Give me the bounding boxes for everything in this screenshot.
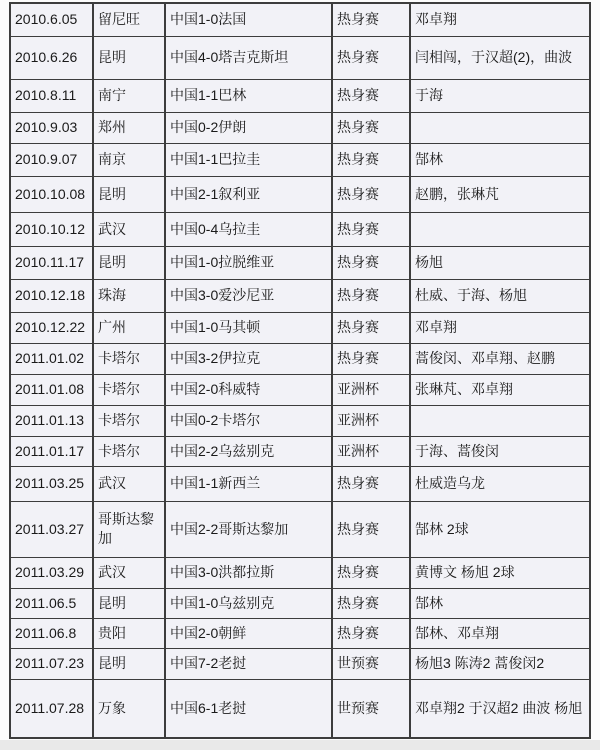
cell-competition: 热身赛 xyxy=(332,3,410,36)
cell-scorers: 赵鹏，张琳芃 xyxy=(410,176,590,212)
cell-result: 中国3-2伊拉克 xyxy=(165,343,332,374)
cell-competition: 热身赛 xyxy=(332,312,410,343)
cell-result: 中国0-2伊朗 xyxy=(165,112,332,143)
cell-result: 中国1-0法国 xyxy=(165,3,332,36)
cell-scorers: 于海、蒿俊闵 xyxy=(410,436,590,466)
table-row xyxy=(10,246,590,279)
cell-city: 昆明 xyxy=(93,176,165,212)
cell-city: 广州 xyxy=(93,312,165,343)
cell-city: 武汉 xyxy=(93,557,165,588)
cell-date: 2011.07.28 xyxy=(10,679,93,738)
cell-competition: 热身赛 xyxy=(332,143,410,176)
cell-result: 中国1-1新西兰 xyxy=(165,466,332,501)
cell-scorers: 杜威造乌龙 xyxy=(410,466,590,501)
cell-city: 武汉 xyxy=(93,466,165,501)
cell-result: 中国3-0洪都拉斯 xyxy=(165,557,332,588)
cell-city: 贵阳 xyxy=(93,618,165,648)
cell-scorers: 郜林 2球 xyxy=(410,501,590,557)
cell-scorers xyxy=(410,212,590,246)
table-row xyxy=(10,436,590,466)
cell-city: 卡塔尔 xyxy=(93,374,165,405)
table-row xyxy=(10,501,590,557)
table-row xyxy=(10,618,590,648)
table-row xyxy=(10,588,590,618)
cell-date: 2011.03.25 xyxy=(10,466,93,501)
cell-result: 中国1-0拉脱维亚 xyxy=(165,246,332,279)
cell-result: 中国1-0马其顿 xyxy=(165,312,332,343)
cell-city: 卡塔尔 xyxy=(93,343,165,374)
cell-city: 卡塔尔 xyxy=(93,405,165,436)
table-row xyxy=(10,279,590,312)
cell-date: 2010.9.03 xyxy=(10,112,93,143)
cell-competition: 亚洲杯 xyxy=(332,436,410,466)
cell-scorers: 杜威、于海、杨旭 xyxy=(410,279,590,312)
cell-result: 中国2-1叙利亚 xyxy=(165,176,332,212)
cell-competition: 世预赛 xyxy=(332,679,410,738)
cell-city: 昆明 xyxy=(93,36,165,79)
cell-result: 中国0-2卡塔尔 xyxy=(165,405,332,436)
table-row xyxy=(10,36,590,79)
cell-scorers: 蒿俊闵、邓卓翔、赵鹏 xyxy=(410,343,590,374)
table-row xyxy=(10,212,590,246)
cell-scorers: 黄博文 杨旭 2球 xyxy=(410,557,590,588)
cell-city: 珠海 xyxy=(93,279,165,312)
cell-date: 2010.12.22 xyxy=(10,312,93,343)
cell-result: 中国6-1老挝 xyxy=(165,679,332,738)
table-row xyxy=(10,557,590,588)
cell-competition: 热身赛 xyxy=(332,466,410,501)
cell-scorers: 于海 xyxy=(410,79,590,112)
cell-competition: 热身赛 xyxy=(332,501,410,557)
cell-result: 中国2-0科威特 xyxy=(165,374,332,405)
cell-scorers xyxy=(410,112,590,143)
cell-competition: 热身赛 xyxy=(332,618,410,648)
cell-scorers: 郜林 xyxy=(410,143,590,176)
cell-competition: 热身赛 xyxy=(332,557,410,588)
cell-competition: 热身赛 xyxy=(332,112,410,143)
cell-result: 中国4-0塔吉克斯坦 xyxy=(165,36,332,79)
cell-scorers: 郜林 xyxy=(410,588,590,618)
cell-city: 昆明 xyxy=(93,648,165,679)
cell-date: 2010.6.05 xyxy=(10,3,93,36)
cell-city: 南京 xyxy=(93,143,165,176)
cell-city: 昆明 xyxy=(93,588,165,618)
cell-scorers: 张琳芃、邓卓翔 xyxy=(410,374,590,405)
cell-result: 中国1-0乌兹别克 xyxy=(165,588,332,618)
cell-competition: 热身赛 xyxy=(332,343,410,374)
table-row xyxy=(10,176,590,212)
cell-competition: 热身赛 xyxy=(332,279,410,312)
cell-city: 南宁 xyxy=(93,79,165,112)
cell-result: 中国2-2哥斯达黎加 xyxy=(165,501,332,557)
match-results-body xyxy=(10,3,590,738)
cell-scorers: 闫相闯，于汉超(2)，曲波 xyxy=(410,36,590,79)
table-row xyxy=(10,374,590,405)
cell-competition: 热身赛 xyxy=(332,176,410,212)
cell-city: 郑州 xyxy=(93,112,165,143)
match-results-table xyxy=(9,2,591,739)
cell-city: 留尼旺 xyxy=(93,3,165,36)
cell-date: 2010.6.26 xyxy=(10,36,93,79)
cell-city: 哥斯达黎加 xyxy=(93,501,165,557)
cell-competition: 热身赛 xyxy=(332,212,410,246)
cell-competition: 热身赛 xyxy=(332,79,410,112)
cell-scorers: 郜林、邓卓翔 xyxy=(410,618,590,648)
table-row xyxy=(10,79,590,112)
cell-date: 2011.03.27 xyxy=(10,501,93,557)
table-row xyxy=(10,466,590,501)
cell-competition: 热身赛 xyxy=(332,36,410,79)
cell-date: 2011.01.08 xyxy=(10,374,93,405)
table-row xyxy=(10,143,590,176)
cell-date: 2011.01.13 xyxy=(10,405,93,436)
cell-scorers: 杨旭3 陈涛2 蒿俊闵2 xyxy=(410,648,590,679)
cell-result: 中国2-0朝鲜 xyxy=(165,618,332,648)
cell-result: 中国2-2乌兹别克 xyxy=(165,436,332,466)
cell-date: 2010.10.12 xyxy=(10,212,93,246)
cell-result: 中国7-2老挝 xyxy=(165,648,332,679)
cell-date: 2010.10.08 xyxy=(10,176,93,212)
cell-scorers: 邓卓翔2 于汉超2 曲波 杨旭 xyxy=(410,679,590,738)
cell-date: 2011.03.29 xyxy=(10,557,93,588)
cell-result: 中国3-0爱沙尼亚 xyxy=(165,279,332,312)
cell-date: 2011.01.17 xyxy=(10,436,93,466)
cell-date: 2011.01.02 xyxy=(10,343,93,374)
cell-date: 2010.8.11 xyxy=(10,79,93,112)
page-bottom-strip xyxy=(0,740,600,750)
cell-date: 2011.06.8 xyxy=(10,618,93,648)
cell-competition: 亚洲杯 xyxy=(332,374,410,405)
cell-result: 中国0-4乌拉圭 xyxy=(165,212,332,246)
table-row xyxy=(10,3,590,36)
cell-city: 武汉 xyxy=(93,212,165,246)
cell-competition: 亚洲杯 xyxy=(332,405,410,436)
cell-city: 昆明 xyxy=(93,246,165,279)
cell-result: 中国1-1巴拉圭 xyxy=(165,143,332,176)
cell-competition: 热身赛 xyxy=(332,246,410,279)
cell-scorers: 邓卓翔 xyxy=(410,3,590,36)
table-row xyxy=(10,343,590,374)
table-row xyxy=(10,405,590,436)
cell-city: 万象 xyxy=(93,679,165,738)
cell-date: 2011.07.23 xyxy=(10,648,93,679)
cell-date: 2010.11.17 xyxy=(10,246,93,279)
table-row xyxy=(10,679,590,738)
table-row xyxy=(10,648,590,679)
cell-result: 中国1-1巴林 xyxy=(165,79,332,112)
cell-date: 2010.12.18 xyxy=(10,279,93,312)
cell-scorers xyxy=(410,405,590,436)
cell-scorers: 邓卓翔 xyxy=(410,312,590,343)
cell-scorers: 杨旭 xyxy=(410,246,590,279)
table-row xyxy=(10,312,590,343)
cell-date: 2011.06.5 xyxy=(10,588,93,618)
cell-competition: 热身赛 xyxy=(332,588,410,618)
cell-competition: 世预赛 xyxy=(332,648,410,679)
cell-city: 卡塔尔 xyxy=(93,436,165,466)
cell-date: 2010.9.07 xyxy=(10,143,93,176)
table-row xyxy=(10,112,590,143)
